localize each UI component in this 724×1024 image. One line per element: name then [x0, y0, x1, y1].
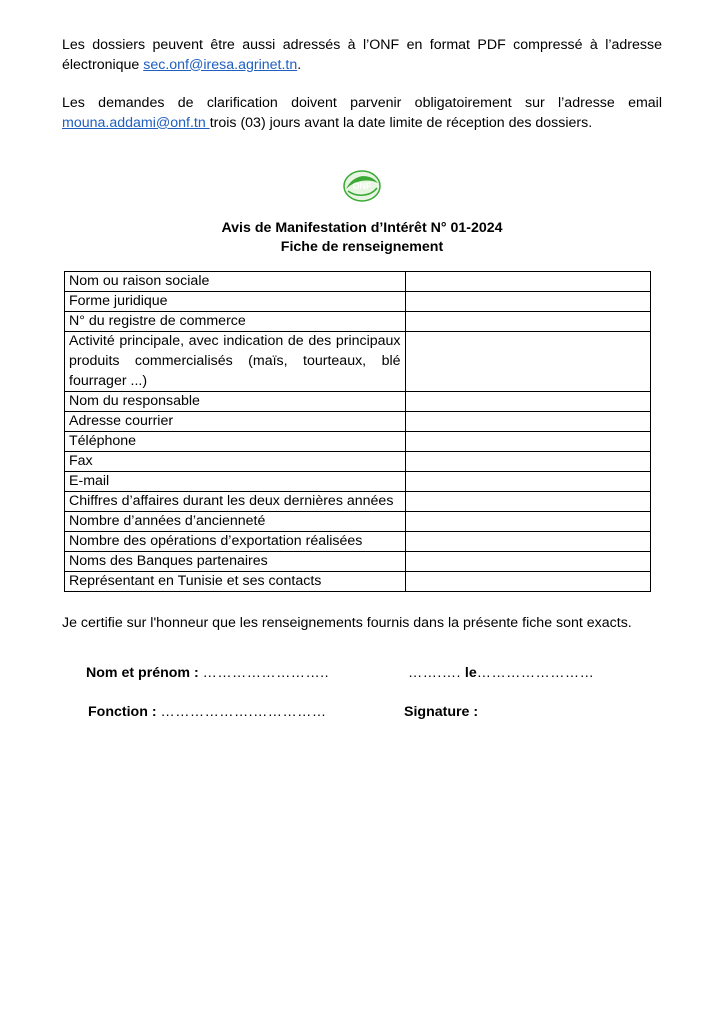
field-value-cell[interactable] [405, 292, 650, 312]
signature-field[interactable] [404, 704, 478, 720]
form-title [62, 219, 662, 257]
name-field[interactable] [86, 665, 329, 681]
date-dots: …….…. [408, 665, 461, 681]
table-row [65, 312, 651, 332]
intro-text-1-end: . [297, 56, 302, 73]
table-row [65, 452, 651, 472]
field-label: Nom ou raison sociale [65, 272, 406, 292]
function-label: Fonction : [88, 704, 157, 720]
intro-paragraph-2 [62, 94, 662, 133]
field-label: Nom du responsable [65, 392, 406, 412]
document-page [62, 36, 662, 633]
function-field[interactable] [88, 704, 327, 720]
date-dots-2: …………………… [476, 665, 595, 681]
field-label: Activité principale, avec indication de des principaux produits commercialisés (maïs, tourteaux, blé fourrager ...) [65, 332, 406, 392]
table-row [65, 572, 651, 592]
logo-text: ONF [352, 181, 372, 192]
field-label: Fax [65, 452, 406, 472]
table-row [65, 412, 651, 432]
field-value-cell[interactable] [405, 312, 650, 332]
table-row [65, 532, 651, 552]
table-row [65, 552, 651, 572]
name-dots: …………………….. [202, 665, 330, 681]
field-value-cell[interactable] [405, 532, 650, 552]
intro-paragraph-1 [62, 36, 662, 75]
table-row [65, 332, 651, 392]
intro-text-2: Les demandes de clarification doivent parvenir obligatoirement sur l’adresse email [62, 95, 662, 112]
field-value-cell[interactable] [405, 332, 650, 392]
secretariat-email-link[interactable]: sec.onf@iresa.agrinet.tn [143, 56, 298, 73]
field-value-cell[interactable] [405, 392, 650, 412]
logo-container [62, 169, 662, 203]
field-value-cell[interactable] [405, 492, 650, 512]
field-value-cell[interactable] [405, 552, 650, 572]
date-label: le [464, 665, 477, 681]
field-label: Téléphone [65, 432, 406, 452]
title-line-1: Avis de Manifestation d’Intérêt N° 01-2024 [221, 220, 503, 237]
field-label: Forme juridique [65, 292, 406, 312]
field-value-cell[interactable] [405, 432, 650, 452]
table-row [65, 512, 651, 532]
field-value-cell[interactable] [405, 512, 650, 532]
table-row [65, 292, 651, 312]
field-label: Chiffres d’affaires durant les deux dernières années [65, 492, 406, 512]
field-value-cell[interactable] [405, 452, 650, 472]
table-row [65, 272, 651, 292]
onf-logo-icon [342, 169, 382, 203]
clarification-email-link[interactable]: mouna.addami@onf.tn [62, 114, 210, 131]
table-row [65, 492, 651, 512]
field-value-cell[interactable] [405, 412, 650, 432]
field-label: Nombre des opérations d’exportation réalisées [65, 532, 406, 552]
intro-text-1: Les dossiers peuvent être aussi adressés à l’ONF en format PDF compressé à l’adresse électronique [62, 37, 662, 73]
signature-label: Signature : [404, 704, 479, 720]
field-label: Noms des Banques partenaires [65, 552, 406, 572]
certification-statement: Je certifie sur l'honneur que les renseignements fournis dans la présente fiche sont exacts. [62, 615, 632, 632]
field-value-cell[interactable] [405, 472, 650, 492]
field-label: Adresse courrier [65, 412, 406, 432]
field-label: Représentant en Tunisie et ses contacts [65, 572, 406, 592]
name-label: Nom et prénom : [86, 665, 199, 681]
information-table [64, 271, 651, 592]
table-row [65, 392, 651, 412]
table-row [65, 472, 651, 492]
field-label: N° du registre de commerce [65, 312, 406, 332]
field-value-cell[interactable] [405, 272, 650, 292]
field-label: E-mail [65, 472, 406, 492]
title-line-2: Fiche de renseignement [280, 239, 444, 256]
field-label: Nombre d’années d’ancienneté [65, 512, 406, 532]
field-value-cell[interactable] [405, 572, 650, 592]
date-field[interactable] [408, 665, 594, 681]
function-dots: ……………….…………… [160, 704, 327, 720]
intro-text-2-end: trois (03) jours avant la date limite de réception des dossiers. [209, 114, 593, 131]
table-row [65, 432, 651, 452]
